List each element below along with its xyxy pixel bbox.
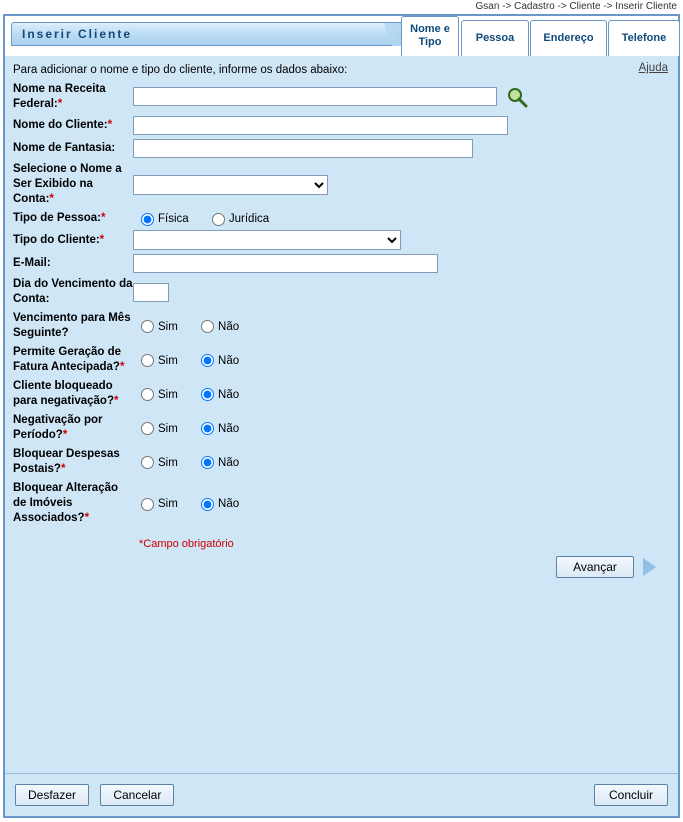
next-arrow-icon[interactable] — [643, 558, 656, 576]
row-dia-vencimento — [13, 275, 670, 309]
fatura-antecipada-radio-group — [133, 355, 259, 367]
cell-nome-exibido-select — [133, 160, 670, 209]
label-nome-fantasia — [13, 137, 133, 160]
label-dia-vencimento — [13, 275, 133, 309]
bloquear-despesas-label-sim[interactable]: Sim — [158, 456, 178, 469]
cell-fatura-antecipada-radios — [133, 343, 670, 377]
email-input[interactable] — [133, 254, 438, 273]
label-bloqueado-negativacao — [13, 377, 133, 411]
form-panel — [5, 56, 678, 816]
fatura-antecipada-label-nao[interactable]: Não — [218, 354, 240, 367]
advance-row — [13, 556, 670, 582]
row-tipo-cliente — [13, 228, 670, 252]
cell-vencimento-mes-seguinte-radios — [133, 309, 670, 343]
cell-nome-receita-input — [133, 80, 670, 114]
cell-nome-cliente-input — [133, 114, 670, 137]
label-tipo-pessoa — [13, 209, 133, 228]
vencimento-mes-seguinte-radio-group — [133, 321, 259, 333]
nome-exibido-select[interactable] — [133, 175, 328, 195]
bloquear-alteracao-radio-sim[interactable] — [141, 498, 154, 511]
intro-text: Para adicionar o nome e tipo do cliente, informe os dados abaixo: — [13, 64, 348, 76]
row-nome-cliente — [13, 114, 670, 137]
tab-endereco[interactable]: Endereço — [530, 20, 607, 56]
bloqueado-negativacao-radio-nao[interactable] — [201, 388, 214, 401]
concluir-button[interactable]: Concluir — [594, 784, 668, 806]
row-nome-receita — [13, 80, 670, 114]
intro-row — [13, 62, 670, 80]
row-bloqueado-negativacao — [13, 377, 670, 411]
label-vencimento-mes-seguinte — [13, 309, 133, 343]
row-bloquear-alteracao — [13, 479, 670, 528]
tipo-cliente-select[interactable] — [133, 230, 401, 250]
tab-nome-e-tipo[interactable]: Nome e Tipo — [401, 16, 459, 56]
row-fatura-antecipada — [13, 343, 670, 377]
bloqueado-negativacao-label-nao[interactable]: Não — [218, 388, 240, 401]
cell-tipo-cliente-select — [133, 228, 670, 252]
row-email — [13, 252, 670, 275]
footer-left-group — [15, 784, 174, 806]
label-vencimento-mes-seguinte-text: Vencimento para Mês Seguinte? — [13, 312, 131, 339]
label-email — [13, 252, 133, 275]
negativacao-periodo-label-sim[interactable]: Sim — [158, 422, 178, 435]
required-marker: * — [99, 233, 105, 246]
vencimento-mes-label-sim[interactable]: Sim — [158, 320, 178, 333]
row-tipo-pessoa — [13, 209, 670, 228]
fatura-antecipada-label-sim[interactable]: Sim — [158, 354, 178, 367]
label-bloqueado-negativacao-text: Cliente bloqueado para negativação? — [13, 380, 114, 407]
help-link[interactable]: Ajuda — [638, 62, 668, 74]
avancar-button[interactable]: Avançar — [556, 556, 634, 578]
bloquear-despesas-radio-nao[interactable] — [201, 456, 214, 469]
negativacao-periodo-radio-nao[interactable] — [201, 422, 214, 435]
required-marker: * — [60, 463, 66, 475]
required-marker: * — [49, 193, 54, 205]
desfazer-button[interactable]: Desfazer — [15, 784, 89, 806]
label-negativacao-periodo-text: Negativação por Período? — [13, 414, 103, 441]
label-negativacao-periodo — [13, 411, 133, 445]
label-bloquear-alteracao-text: Bloquear Alteração de Imóveis Associados? — [13, 482, 119, 524]
label-tipo-cliente — [13, 228, 133, 252]
required-marker: * — [107, 119, 113, 131]
row-bloquear-despesas — [13, 445, 670, 479]
cell-bloquear-alteracao-radios — [133, 479, 670, 528]
label-nome-receita-text: Nome na Receita Federal: — [13, 83, 106, 110]
negativacao-periodo-label-nao[interactable]: Não — [218, 422, 240, 435]
cancelar-button[interactable]: Cancelar — [100, 784, 174, 806]
bloquear-despesas-label-nao[interactable]: Não — [218, 456, 240, 469]
nome-fantasia-input[interactable] — [133, 139, 473, 158]
required-marker: * — [57, 98, 63, 110]
label-dia-vencimento-text: Dia do Vencimento da Conta: — [13, 278, 133, 305]
label-tipo-cliente-text: Tipo do Cliente: — [13, 233, 100, 246]
search-icon[interactable] — [506, 86, 528, 108]
app-frame — [3, 14, 680, 818]
label-nome-cliente — [13, 114, 133, 137]
negativacao-periodo-radio-sim[interactable] — [141, 422, 154, 435]
required-marker: * — [100, 212, 106, 224]
tipo-pessoa-label-juridica[interactable]: Jurídica — [228, 213, 270, 226]
label-nome-exibido — [13, 160, 133, 209]
label-fatura-antecipada-text: Permite Geração de Fatura Antecipada? — [13, 346, 122, 373]
tipo-pessoa-radio-group — [133, 213, 289, 225]
dia-vencimento-input[interactable] — [133, 283, 169, 302]
bloquear-alteracao-radio-group — [133, 498, 259, 510]
tipo-pessoa-radio-juridica[interactable] — [212, 213, 225, 226]
bloqueado-negativacao-label-sim[interactable]: Sim — [158, 388, 178, 401]
client-form — [13, 80, 670, 528]
page-title: Inserir Cliente — [11, 22, 396, 46]
footer-right-group — [594, 784, 668, 806]
bloqueado-negativacao-radio-sim[interactable] — [141, 388, 154, 401]
tipo-pessoa-radio-fisica[interactable] — [141, 213, 154, 226]
negativacao-periodo-radio-group — [133, 423, 259, 435]
tab-pessoa[interactable]: Pessoa — [461, 20, 529, 56]
cell-nome-fantasia-input — [133, 137, 670, 160]
label-bloquear-despesas-text: Bloquear Despesas Postais? — [13, 448, 120, 475]
nome-cliente-input[interactable] — [133, 116, 508, 135]
tab-strip — [5, 16, 678, 56]
row-negativacao-periodo — [13, 411, 670, 445]
label-fatura-antecipada — [13, 343, 133, 377]
bloquear-alteracao-radio-nao[interactable] — [201, 498, 214, 511]
label-nome-receita — [13, 80, 133, 114]
label-nome-fantasia-text: Nome de Fantasia: — [13, 142, 116, 154]
bloqueado-negativacao-radio-group — [133, 389, 259, 401]
required-marker: * — [113, 395, 119, 407]
fatura-antecipada-radio-nao[interactable] — [201, 354, 214, 367]
cell-bloquear-despesas-radios — [133, 445, 670, 479]
tab-telefone[interactable]: Telefone — [608, 20, 680, 56]
cell-email-input — [133, 252, 670, 275]
bloquear-alteracao-label-sim[interactable]: Sim — [158, 498, 178, 511]
label-bloquear-despesas — [13, 445, 133, 479]
bloquear-despesas-radio-group — [133, 457, 259, 469]
label-email-text: E-Mail: — [13, 257, 51, 269]
label-nome-cliente-text: Nome do Cliente: — [13, 119, 108, 131]
required-note: *Campo obrigatório — [139, 538, 234, 550]
breadcrumb: Gsan -> Cadastro -> Cliente -> Inserir Cliente — [0, 0, 683, 13]
label-bloquear-alteracao — [13, 479, 133, 528]
row-nome-fantasia — [13, 137, 670, 160]
footer-bar — [5, 773, 678, 816]
bloquear-alteracao-label-nao[interactable]: Não — [218, 498, 240, 511]
required-marker: * — [119, 361, 125, 373]
fatura-antecipada-radio-sim[interactable] — [141, 354, 154, 367]
cell-negativacao-periodo-radios — [133, 411, 670, 445]
vencimento-mes-radio-sim[interactable] — [141, 320, 154, 333]
required-marker: * — [84, 512, 90, 524]
label-tipo-pessoa-text: Tipo de Pessoa: — [13, 212, 101, 224]
vencimento-mes-radio-nao[interactable] — [201, 320, 214, 333]
cell-tipo-pessoa-radios — [133, 209, 670, 228]
bloquear-despesas-radio-sim[interactable] — [141, 456, 154, 469]
vencimento-mes-label-nao[interactable]: Não — [218, 320, 240, 333]
nome-receita-input[interactable] — [133, 87, 497, 106]
cell-dia-vencimento-input — [133, 275, 670, 309]
label-nome-exibido-text: Selecione o Nome a Ser Exibido na Conta: — [13, 163, 122, 205]
row-nome-exibido — [13, 160, 670, 209]
row-vencimento-mes-seguinte — [13, 309, 670, 343]
tipo-pessoa-label-fisica[interactable]: Física — [158, 213, 189, 226]
required-marker: * — [62, 429, 68, 441]
cell-bloqueado-negativacao-radios — [133, 377, 670, 411]
